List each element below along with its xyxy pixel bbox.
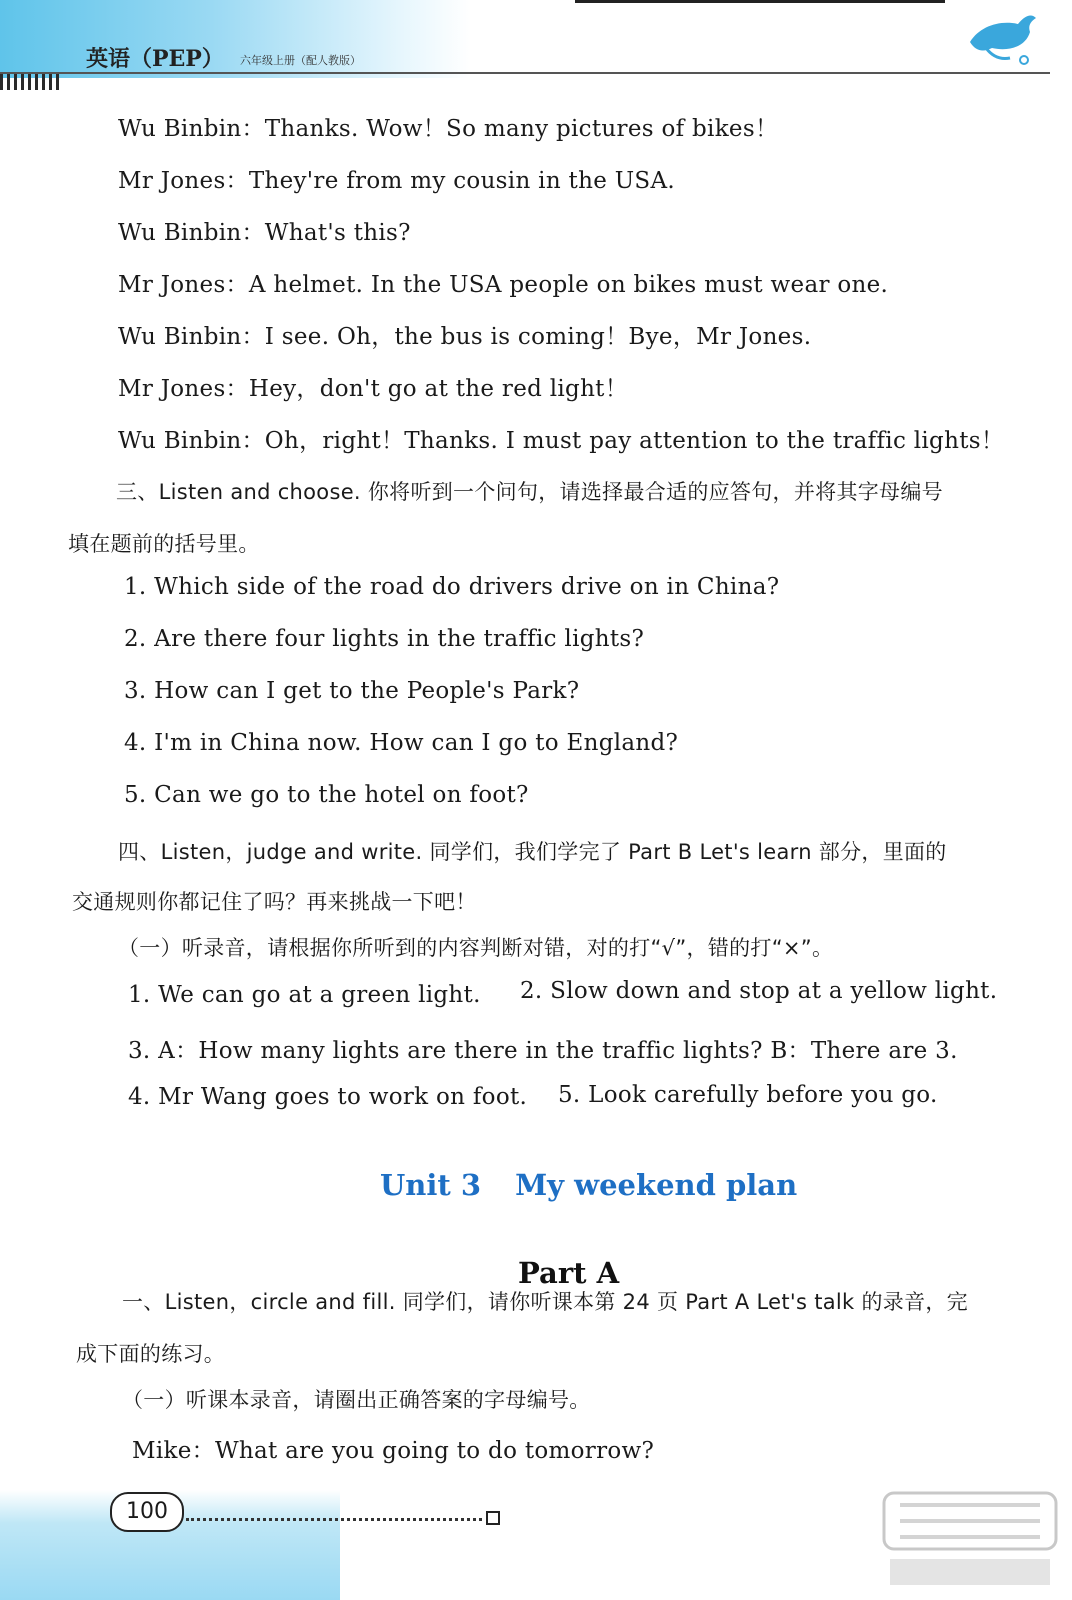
top-rule: [575, 0, 945, 3]
dialogue-line: Mr Jones：Hey，don't go at the red light！: [118, 376, 629, 402]
dialogue-line: Mr Jones：A helmet. In the USA people on bikes must wear one.: [118, 272, 889, 298]
question-item: 1. Which side of the road do drivers drive on in China?: [124, 574, 780, 600]
dialogue-line: Mike：What are you going to do tomorrow?: [132, 1438, 655, 1464]
judge-item: 3. A：How many lights are there in the traffic lights? B：There are 3.: [128, 1038, 958, 1064]
dialogue-line: Wu Binbin：What's this?: [118, 220, 411, 246]
question-item: 5. Can we go to the hotel on foot?: [124, 782, 529, 808]
header-band: [0, 0, 470, 78]
section1-instruction: 一、Listen，circle and fill. 同学们，请你听课本第 24 页 Part A Let's talk 的录音，完: [122, 1290, 968, 1314]
question-item: 4. I'm in China now. How can I go to England?: [124, 730, 679, 756]
dialogue-line: Wu Binbin：I see. Oh，the bus is coming！Bye，Mr Jones.: [118, 324, 812, 350]
section3-instruction-cont: 填在题前的括号里。: [68, 532, 260, 556]
section4-instruction-cont: 交通规则你都记住了吗？再来挑战一下吧！: [72, 890, 477, 914]
section1-instruction-cont: 成下面的练习。: [76, 1342, 226, 1366]
part-heading: Part A: [518, 1256, 620, 1290]
question-item: 3. How can I get to the People's Park?: [124, 678, 580, 704]
judge-item: 5. Look carefully before you go.: [558, 1082, 938, 1108]
footer-dotted-rule: [186, 1518, 482, 1521]
dialogue-line: Mr Jones：They're from my cousin in the USA.: [118, 168, 675, 194]
section4-instruction: 四、Listen，judge and write. 同学们，我们学完了 Part B Let's learn 部分，里面的: [118, 840, 947, 864]
section3-instruction: 三、Listen and choose. 你将听到一个问句，请选择最合适的应答句，并将其字母编号: [116, 480, 943, 504]
section4-subinstruction: （一）听录音，请根据你所听到的内容判断对错，对的打“√”，错的打“×”。: [118, 936, 834, 960]
unit-label: Unit 3: [380, 1168, 482, 1202]
judge-item: 1. We can go at a green light.: [128, 982, 481, 1008]
footer-end-box: [486, 1511, 500, 1525]
judge-item: 2. Slow down and stop at a yellow light.: [520, 978, 998, 1004]
dialogue-line: Wu Binbin：Oh，right！Thanks. I must pay attention to the traffic lights！: [118, 428, 1005, 454]
dialogue-line: Wu Binbin：Thanks. Wow！So many pictures of bikes！: [118, 116, 779, 142]
page-header: [0, 0, 1072, 92]
header-rule: [0, 72, 1050, 74]
watermark-logo: [880, 1485, 1060, 1595]
question-item: 2. Are there four lights in the traffic lights?: [124, 626, 645, 652]
book-title: 英语（PEP）: [86, 46, 224, 72]
judge-item: 4. Mr Wang goes to work on foot.: [128, 1084, 528, 1110]
book-subtitle: 六年级上册（配人教版）: [240, 54, 361, 67]
unit-name: My weekend plan: [515, 1168, 798, 1202]
page-number: 100: [110, 1492, 184, 1532]
section1-subinstruction: （一）听课本录音，请圈出正确答案的字母编号。: [122, 1388, 591, 1412]
dolphin-logo-icon: [966, 12, 1040, 66]
header-ticks: [0, 74, 60, 90]
unit-heading: [380, 1168, 797, 1202]
